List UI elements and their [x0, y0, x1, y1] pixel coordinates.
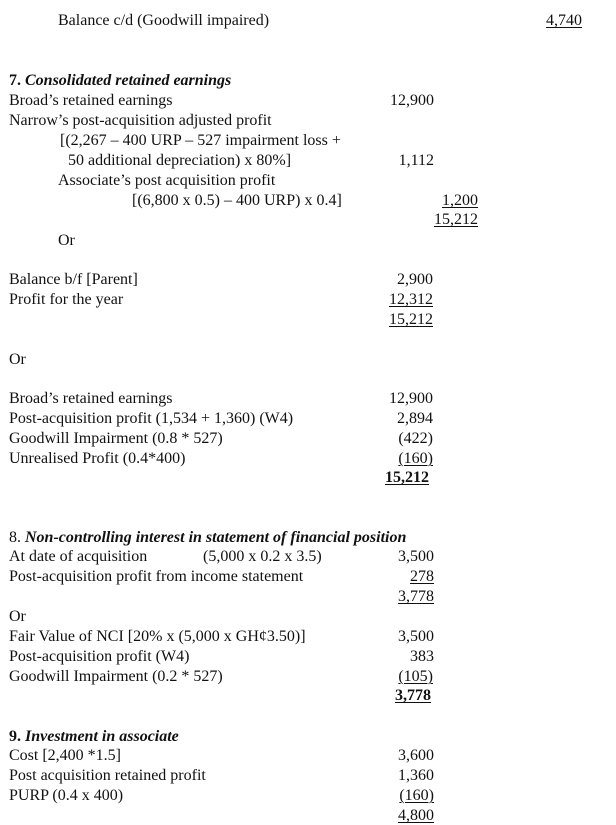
m3-row-3-label: Goodwill Impairment (0.8 * 527) [9, 430, 223, 447]
assoc-row-1-label: Cost [2,400 *1.5] [9, 747, 121, 764]
assoc-row-2-value: 1,360 [398, 767, 434, 784]
balance-cd-label: Balance c/d (Goodwill impaired) [58, 12, 270, 29]
nci-acq-label: At date of acquisition [9, 548, 148, 565]
nci-m2-row-1-label: Fair Value of NCI [20% x (5,000 x GH¢3.50)] [9, 628, 306, 645]
balance-bf-value: 2,900 [397, 271, 433, 288]
m3-row-3-value: (422) [398, 430, 433, 447]
assoc-calc: [(6,800 x 0.5) – 400 URP) x 0.4] [132, 192, 342, 209]
section-9-heading [9, 727, 179, 746]
m3-row-4-label: Unrealised Profit (0.4*400) [9, 450, 186, 467]
section-7-number: 7. [9, 72, 21, 89]
nci-post-label: Post-acquisition profit from income statement [9, 568, 304, 585]
section-8-heading [9, 528, 406, 547]
nci-m2-row-2-value: 383 [410, 648, 434, 665]
section-8-total-1: 3,778 [398, 588, 434, 605]
section-9-total: 4,800 [398, 807, 434, 824]
section-8-number: 8. [9, 529, 21, 546]
m3-row-2-label: Post-acquisition profit (1,534 + 1,360) (W4) [9, 410, 294, 427]
m3-row-1-value: 12,900 [389, 390, 433, 407]
narrow-calc-line-2: 50 additional depreciation) x 80%] [68, 152, 292, 169]
section-7-title: Consolidated retained earnings [25, 72, 232, 89]
section-9-title: Investment in associate [25, 728, 179, 745]
assoc-profit-value: 1,200 [442, 192, 478, 209]
section-8-total-2: 3,778 [395, 687, 431, 704]
assoc-row-3-label: PURP (0.4 x 400) [9, 787, 124, 804]
or-label-1: Or [58, 232, 75, 249]
balance-cd-value: 4,740 [546, 12, 582, 29]
section-7-total-2: 15,212 [389, 311, 433, 328]
section-7-total-1: 15,212 [434, 211, 478, 228]
m3-row-2-value: 2,894 [397, 410, 433, 427]
broad-re-label: Broad’s retained earnings [9, 92, 173, 109]
nci-acq-calc: (5,000 x 0.2 x 3.5) [203, 548, 322, 565]
assoc-row-3-value: (160) [399, 787, 434, 804]
assoc-row-1-value: 3,600 [398, 747, 434, 764]
nci-m2-row-2-label: Post-acquisition profit (W4) [9, 648, 190, 665]
section-7-total-3: 15,212 [385, 469, 429, 486]
nci-post-value: 278 [410, 568, 434, 585]
profit-year-label: Profit for the year [9, 291, 124, 308]
nci-m2-row-1-value: 3,500 [398, 628, 434, 645]
nci-m2-row-3-value: (105) [398, 668, 433, 685]
balance-bf-label: Balance b/f [Parent] [9, 271, 138, 288]
assoc-profit-label: Associate’s post acquisition profit [58, 172, 276, 189]
assoc-row-2-label: Post acquisition retained profit [9, 767, 206, 784]
section-7-heading [9, 71, 231, 90]
or-label-3: Or [9, 608, 26, 625]
m3-row-4-value: (160) [398, 450, 433, 467]
broad-re-value: 12,900 [390, 92, 434, 109]
narrow-profit-label: Narrow’s post-acquisition adjusted profit [9, 112, 272, 129]
section-9-number: 9. [9, 728, 21, 745]
narrow-profit-value: 1,112 [398, 152, 434, 169]
nci-acq-value: 3,500 [398, 548, 434, 565]
section-8-title: Non-controlling interest in statement of financial position [25, 529, 407, 546]
nci-m2-row-3-label: Goodwill Impairment (0.2 * 527) [9, 668, 223, 685]
profit-year-value: 12,312 [389, 291, 433, 308]
m3-row-1-label: Broad’s retained earnings [9, 390, 173, 407]
narrow-calc-line-1: [(2,267 – 400 URP – 527 impairment loss + [60, 132, 341, 149]
or-label-2: Or [9, 351, 26, 368]
